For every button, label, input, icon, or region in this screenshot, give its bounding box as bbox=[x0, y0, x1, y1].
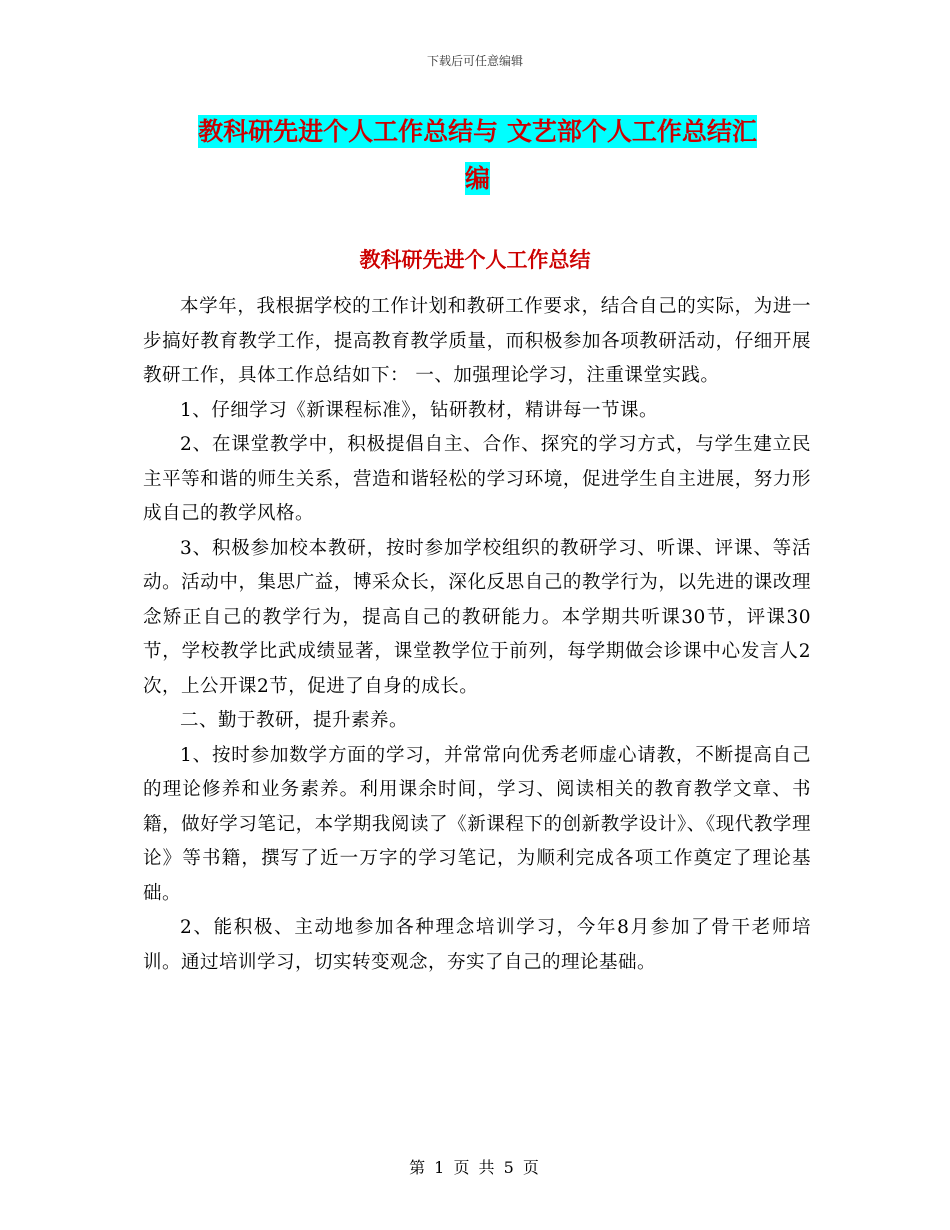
section-title: 教科研先进个人工作总结 bbox=[359, 248, 591, 272]
paragraph: 二、勤于教研，提升素养。 bbox=[180, 710, 409, 731]
paragraph: 2、在课堂教学中，积极提倡自主、合作、探究的学习方式，与学生建立民主平等和谐的师生关系，营造和谐轻松的学习环境，促进学生自主进展，努力形成自己的教学风格。 bbox=[143, 434, 811, 524]
document-title-line-1: 教科研先进个人工作总结与 文艺部个人工作总结汇 bbox=[198, 117, 757, 146]
paragraph: 1、按时参加数学方面的学习，并常常向优秀老师虚心请教，不断提高自己的理论修养和业务素养。利用课余时间，学习、阅读相关的教育教学文章、书籍，做好学习笔记，本学期我阅读了《新课程下的创新教学设计》、《现代教学理论》等书籍，撰写了近一万字的学习笔记，为顺利完成各项工作奠定了理论基础。 bbox=[143, 744, 811, 904]
document-body bbox=[143, 290, 811, 980]
paragraph: 1、仔细学习《新课程标准》，钻研教材，精讲每一节课。 bbox=[180, 399, 659, 421]
paragraph: 2、能积极、主动地参加各种理念培训学习，今年8月参加了骨干老师培训。通过培训学习，切实转变观念，夯实了自己的理论基础。 bbox=[143, 917, 811, 973]
page-footer: 第 1 页 共 5 页 bbox=[409, 1158, 541, 1177]
document-title bbox=[145, 108, 810, 202]
paragraph: 本学年，我根据学校的工作计划和教研工作要求，结合自己的实际，为进一步搞好教育教学工作，提高教育教学质量，而积极参加各项教研活动，仔细开展教研工作，具体工作总结如下： 一、加强理论学习，注重课堂实践。 bbox=[143, 296, 811, 386]
paragraph: 3、积极参加校本教研，按时参加学校组织的教研学习、听课、评课、等活动。活动中，集思广益，博采众长，深化反思自己的教学行为，以先进的课改理念矫正自己的教学行为，提高自己的教研能力。本学期共听课30节，评课30节，学校教学比武成绩显著，课堂教学位于前列，每学期做会诊课中心发言人2次，上公开课2节，促进了自身的成长。 bbox=[143, 537, 811, 697]
header-note: 下载后可任意编辑 bbox=[426, 54, 523, 68]
document-title-line-2: 编 bbox=[464, 164, 490, 193]
